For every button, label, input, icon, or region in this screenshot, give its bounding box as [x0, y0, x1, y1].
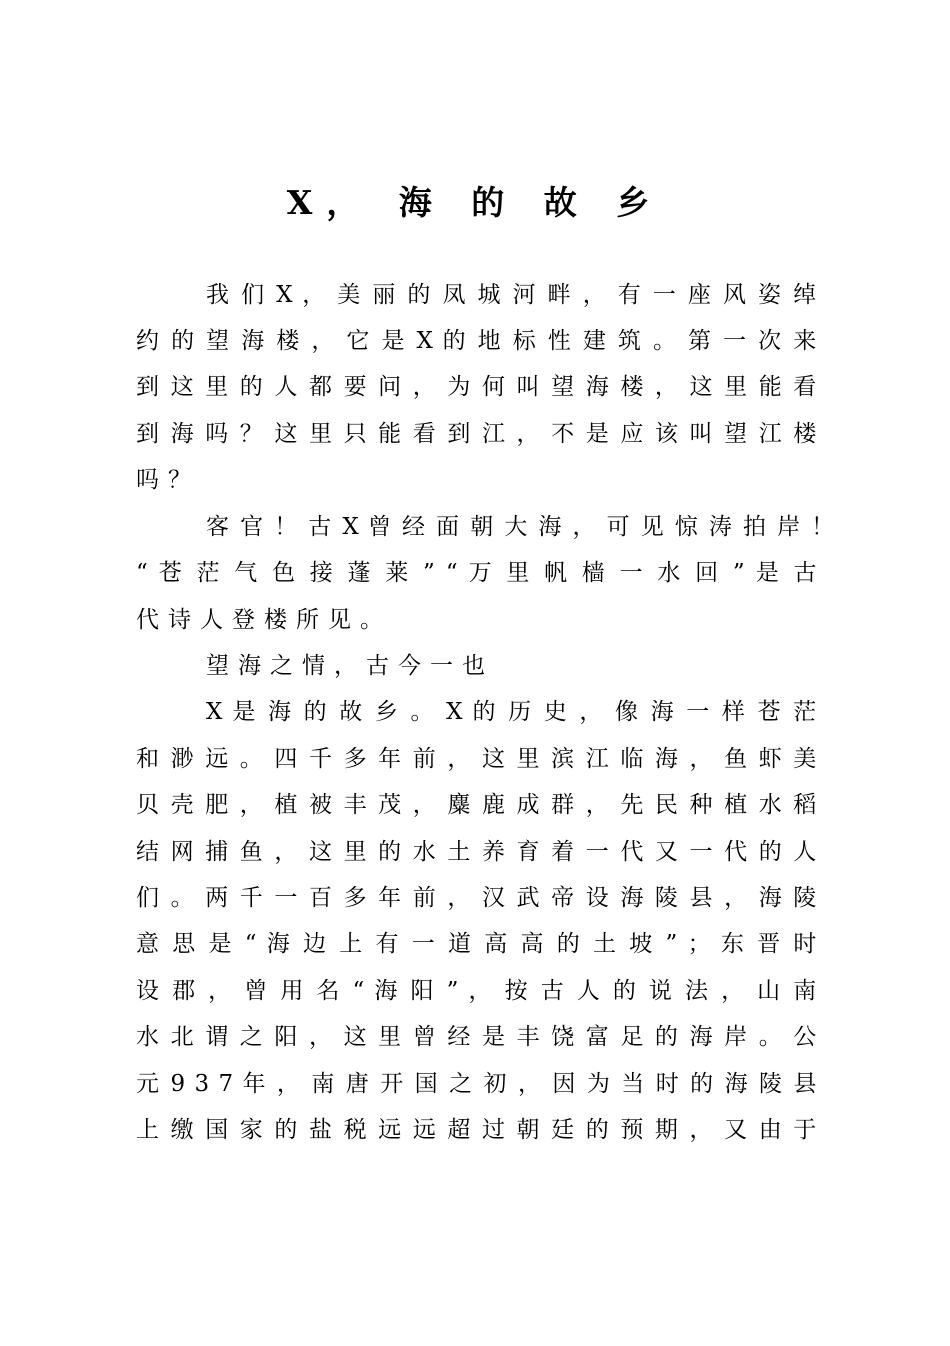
paragraph-line: 上 缴 国 家 的 盐 税 远 远 超 过 朝 廷 的 预 期 ， 又 由 于: [136, 1117, 817, 1143]
paragraph-line: 设 郡 ， 曾 用 名 “ 海 阳 ” ， 按 古 人 的 说 法 ， 山 南: [136, 978, 817, 1004]
paragraph-line: 约 的 望 海 楼 ， 它 是 X 的 地 标 性 建 筑 。 第 一 次 来: [136, 328, 817, 354]
paragraph-line: 吗？: [136, 467, 200, 493]
paragraph-line: 们 。 两 千 一 百 多 年 前 ， 汉 武 帝 设 海 陵 县 ， 海 陵: [136, 885, 817, 911]
paragraph-line: 结 网 捕 鱼 ， 这 里 的 水 土 养 育 着 一 代 又 一 代 的 人: [136, 839, 817, 865]
paragraph-line: “ 苍 茫 气 色 接 蓬 莱 ” “ 万 里 帆 樯 一 水 回 ” 是 古: [136, 560, 817, 586]
paragraph-line: 到 这 里 的 人 都 要 问 ， 为 何 叫 望 海 楼 ， 这 里 能 看: [136, 374, 817, 400]
paragraph-line: 和 渺 远 。 四 千 多 年 前 ， 这 里 滨 江 临 海 ， 鱼 虾 美: [136, 746, 817, 772]
paragraph-line: 元 9 3 7 年 ， 南 唐 开 国 之 初 ， 因 为 当 时 的 海 陵 县: [136, 1071, 817, 1097]
paragraph-line: 水 北 谓 之 阳 ， 这 里 曾 经 是 丰 饶 富 足 的 海 岸 。 公: [136, 1024, 817, 1050]
paragraph-line: 意 思 是 “ 海 边 上 有 一 道 高 高 的 土 坡 ” ； 东 晋 时: [136, 931, 817, 957]
paragraph-line: 贝 壳 肥 ， 植 被 丰 茂 ， 麋 鹿 成 群 ， 先 民 种 植 水 稻: [136, 792, 817, 818]
document-title: X， 海 的 故 乡: [286, 183, 664, 222]
section-heading: 望海之情，古今一也: [206, 653, 494, 679]
paragraph-line: 代诗人登楼所见。: [136, 607, 392, 633]
paragraph-line: 到 海 吗 ？ 这 里 只 能 看 到 江 ， 不 是 应 该 叫 望 江 楼: [136, 421, 817, 447]
paragraph-line: 我 们 X ， 美 丽 的 凤 城 河 畔 ， 有 一 座 风 姿 绰: [206, 282, 817, 308]
paragraph-line: 客 官 ！ 古 X 曾 经 面 朝 大 海 ， 可 见 惊 涛 拍 岸 ！: [206, 514, 835, 540]
paragraph-line: X 是 海 的 故 乡 。 X 的 历 史 ， 像 海 一 样 苍 茫: [206, 699, 817, 725]
